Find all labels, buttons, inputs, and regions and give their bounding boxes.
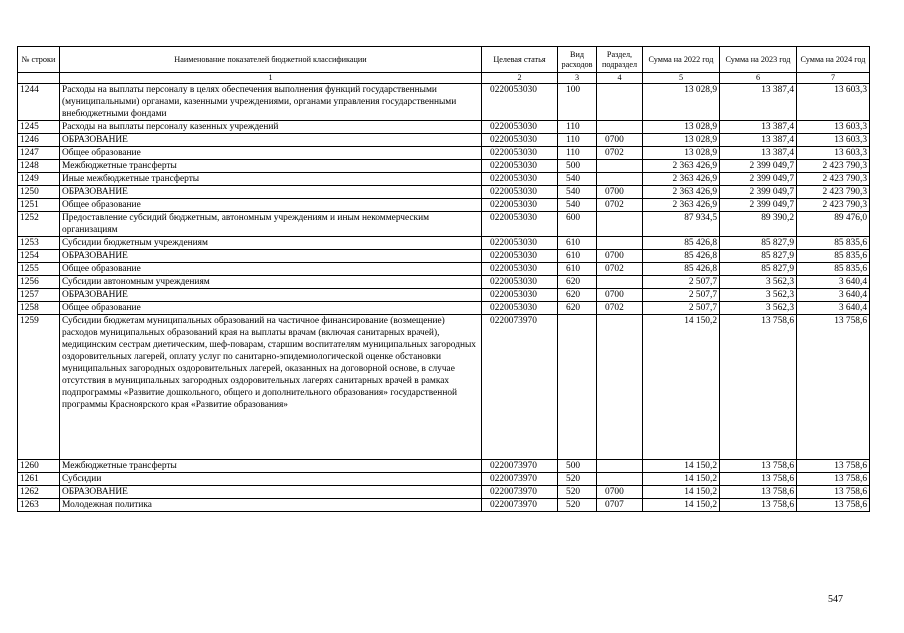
section-code xyxy=(597,315,643,460)
row-number: 1246 xyxy=(18,134,60,147)
sum-2022: 13 028,9 xyxy=(643,84,720,121)
column-number: 3 xyxy=(558,73,597,84)
sum-2024: 13 758,6 xyxy=(797,473,870,486)
table-row xyxy=(18,147,870,160)
header-sum-2024: Сумма на 2024 год xyxy=(797,47,870,73)
section-code: 0700 xyxy=(597,486,643,499)
sum-2023: 3 562,3 xyxy=(720,276,797,289)
sum-2022: 14 150,2 xyxy=(643,499,720,512)
row-number: 1245 xyxy=(18,121,60,134)
sum-2023: 13 758,6 xyxy=(720,315,797,460)
expense-type: 620 xyxy=(558,302,597,315)
table-row xyxy=(18,250,870,263)
expense-type: 540 xyxy=(558,173,597,186)
sum-2022: 2 363 426,9 xyxy=(643,173,720,186)
target-article: 0220053030 xyxy=(482,186,558,199)
sum-2022: 14 150,2 xyxy=(643,315,720,460)
target-article: 0220053030 xyxy=(482,84,558,121)
sum-2024: 13 603,3 xyxy=(797,121,870,134)
sum-2024: 85 835,6 xyxy=(797,263,870,276)
section-code xyxy=(597,212,643,237)
sum-2022: 87 934,5 xyxy=(643,212,720,237)
expense-type: 610 xyxy=(558,250,597,263)
table-row xyxy=(18,302,870,315)
sum-2024: 13 603,3 xyxy=(797,147,870,160)
section-code: 0702 xyxy=(597,263,643,276)
table-row xyxy=(18,486,870,499)
sum-2024: 2 423 790,3 xyxy=(797,160,870,173)
header-section: Раздел, подраздел xyxy=(597,47,643,73)
row-number: 1259 xyxy=(18,315,60,460)
sum-2024: 13 758,6 xyxy=(797,499,870,512)
table-row xyxy=(18,212,870,237)
section-code xyxy=(597,84,643,121)
sum-2024: 13 758,6 xyxy=(797,315,870,460)
sum-2023: 13 758,6 xyxy=(720,486,797,499)
sum-2024: 3 640,4 xyxy=(797,276,870,289)
sum-2022: 2 363 426,9 xyxy=(643,186,720,199)
indicator-name: Межбюджетные трансферты xyxy=(60,160,482,173)
sum-2023: 85 827,9 xyxy=(720,237,797,250)
indicator-name: Общее образование xyxy=(60,263,482,276)
expense-type: 500 xyxy=(558,460,597,473)
row-number: 1260 xyxy=(18,460,60,473)
table-row xyxy=(18,186,870,199)
sum-2022: 13 028,9 xyxy=(643,121,720,134)
table-row xyxy=(18,460,870,473)
expense-type: 520 xyxy=(558,486,597,499)
section-code xyxy=(597,276,643,289)
column-number: 7 xyxy=(797,73,870,84)
table-row xyxy=(18,315,870,460)
column-number xyxy=(18,73,60,84)
sum-2023: 13 758,6 xyxy=(720,473,797,486)
sum-2022: 85 426,8 xyxy=(643,237,720,250)
expense-type: 610 xyxy=(558,237,597,250)
sum-2022: 13 028,9 xyxy=(643,147,720,160)
target-article: 0220053030 xyxy=(482,212,558,237)
indicator-name: ОБРАЗОВАНИЕ xyxy=(60,250,482,263)
indicator-name: Предоставление субсидий бюджетным, автономным учреждениям и иным некоммерческим организациям xyxy=(60,212,482,237)
section-code: 0700 xyxy=(597,289,643,302)
column-number: 2 xyxy=(482,73,558,84)
indicator-name: Субсидии бюджетным учреждениям xyxy=(60,237,482,250)
sum-2022: 2 507,7 xyxy=(643,302,720,315)
column-number: 5 xyxy=(643,73,720,84)
row-number: 1258 xyxy=(18,302,60,315)
table-row xyxy=(18,134,870,147)
sum-2024: 85 835,6 xyxy=(797,237,870,250)
expense-type: 600 xyxy=(558,212,597,237)
sum-2024: 85 835,6 xyxy=(797,250,870,263)
indicator-name: Субсидии xyxy=(60,473,482,486)
indicator-name: Субсидии бюджетам муниципальных образований на частичное финансирование (возмещение) расходов муниципальных образований края на выплаты врачам (включая санитарных врачей), медицинским сестрам диетическим, шеф-поварам, старшим воспитателям муниципальных загородных оздоровительных лагерей, оплату услуг по санитарно-эпидемиологической оценке обстановки муниципальных загородных оздоровительных лагерей, оказанных на договорной основе, в случае отсутствия в муниципальных загородных оздоровительных лагерях санитарных врачей в рамках подпрограммы «Развитие дошкольного, общего и дополнительного образования» государственной программы Красноярского края «Развитие образования» xyxy=(60,315,482,460)
sum-2023: 89 390,2 xyxy=(720,212,797,237)
expense-type xyxy=(558,315,597,460)
target-article: 0220073970 xyxy=(482,460,558,473)
section-code: 0700 xyxy=(597,186,643,199)
sum-2023: 3 562,3 xyxy=(720,289,797,302)
row-number: 1250 xyxy=(18,186,60,199)
table-row xyxy=(18,276,870,289)
table-row xyxy=(18,199,870,212)
table-row xyxy=(18,237,870,250)
indicator-name: ОБРАЗОВАНИЕ xyxy=(60,486,482,499)
indicator-name: Межбюджетные трансферты xyxy=(60,460,482,473)
section-code xyxy=(597,121,643,134)
sum-2023: 2 399 049,7 xyxy=(720,199,797,212)
section-code xyxy=(597,173,643,186)
column-number-row xyxy=(18,73,870,84)
expense-type: 110 xyxy=(558,121,597,134)
expense-type: 500 xyxy=(558,160,597,173)
indicator-name: Иные межбюджетные трансферты xyxy=(60,173,482,186)
indicator-name: Молодежная политика xyxy=(60,499,482,512)
section-code: 0700 xyxy=(597,250,643,263)
sum-2023: 2 399 049,7 xyxy=(720,160,797,173)
sum-2023: 13 758,6 xyxy=(720,499,797,512)
table-row xyxy=(18,263,870,276)
expense-type: 100 xyxy=(558,84,597,121)
section-code xyxy=(597,460,643,473)
indicator-name: ОБРАЗОВАНИЕ xyxy=(60,289,482,302)
sum-2022: 2 363 426,9 xyxy=(643,199,720,212)
sum-2024: 89 476,0 xyxy=(797,212,870,237)
table-row xyxy=(18,473,870,486)
header-row-number: № строки xyxy=(18,47,60,73)
target-article: 0220053030 xyxy=(482,263,558,276)
row-number: 1254 xyxy=(18,250,60,263)
sum-2024: 3 640,4 xyxy=(797,302,870,315)
sum-2023: 13 387,4 xyxy=(720,121,797,134)
sum-2023: 13 758,6 xyxy=(720,460,797,473)
header-sum-2022: Сумма на 2022 год xyxy=(643,47,720,73)
section-code: 0702 xyxy=(597,302,643,315)
target-article: 0220053030 xyxy=(482,147,558,160)
expense-type: 520 xyxy=(558,473,597,486)
sum-2023: 2 399 049,7 xyxy=(720,186,797,199)
section-code xyxy=(597,160,643,173)
target-article: 0220053030 xyxy=(482,173,558,186)
expense-type: 540 xyxy=(558,186,597,199)
sum-2022: 85 426,8 xyxy=(643,250,720,263)
header-sum-2023: Сумма на 2023 год xyxy=(720,47,797,73)
target-article: 0220053030 xyxy=(482,160,558,173)
sum-2022: 14 150,2 xyxy=(643,486,720,499)
sum-2022: 14 150,2 xyxy=(643,460,720,473)
target-article: 0220053030 xyxy=(482,237,558,250)
table-row xyxy=(18,160,870,173)
indicator-name: ОБРАЗОВАНИЕ xyxy=(60,134,482,147)
table-row xyxy=(18,289,870,302)
row-number: 1251 xyxy=(18,199,60,212)
indicator-name: ОБРАЗОВАНИЕ xyxy=(60,186,482,199)
budget-table xyxy=(17,46,870,512)
sum-2022: 2 507,7 xyxy=(643,276,720,289)
sum-2023: 85 827,9 xyxy=(720,263,797,276)
target-article: 0220073970 xyxy=(482,499,558,512)
expense-type: 110 xyxy=(558,147,597,160)
sum-2024: 3 640,4 xyxy=(797,289,870,302)
indicator-name: Общее образование xyxy=(60,147,482,160)
row-number: 1252 xyxy=(18,212,60,237)
sum-2024: 13 603,3 xyxy=(797,134,870,147)
expense-type: 540 xyxy=(558,199,597,212)
table-body xyxy=(18,84,870,512)
row-number: 1249 xyxy=(18,173,60,186)
row-number: 1248 xyxy=(18,160,60,173)
expense-type: 520 xyxy=(558,499,597,512)
row-number: 1255 xyxy=(18,263,60,276)
sum-2022: 2 507,7 xyxy=(643,289,720,302)
section-code: 0707 xyxy=(597,499,643,512)
sum-2022: 2 363 426,9 xyxy=(643,160,720,173)
sum-2023: 13 387,4 xyxy=(720,147,797,160)
target-article: 0220053030 xyxy=(482,134,558,147)
row-number: 1257 xyxy=(18,289,60,302)
sum-2024: 13 603,3 xyxy=(797,84,870,121)
indicator-name: Субсидии автономным учреждениям xyxy=(60,276,482,289)
sum-2022: 13 028,9 xyxy=(643,134,720,147)
sum-2024: 13 758,6 xyxy=(797,486,870,499)
header-indicator-name: Наименование показателей бюджетной классификации xyxy=(60,47,482,73)
row-number: 1256 xyxy=(18,276,60,289)
sum-2022: 14 150,2 xyxy=(643,473,720,486)
row-number: 1261 xyxy=(18,473,60,486)
target-article: 0220073970 xyxy=(482,315,558,460)
header-target-article: Целевая статья xyxy=(482,47,558,73)
header-row xyxy=(18,47,870,73)
target-article: 0220053030 xyxy=(482,302,558,315)
expense-type: 620 xyxy=(558,289,597,302)
indicator-name: Расходы на выплаты персоналу в целях обеспечения выполнения функций государственными (муниципальными) органами, казенными учреждениями, органами управления государственными внебюджетными фондами xyxy=(60,84,482,121)
target-article: 0220073970 xyxy=(482,486,558,499)
row-number: 1244 xyxy=(18,84,60,121)
expense-type: 110 xyxy=(558,134,597,147)
indicator-name: Общее образование xyxy=(60,302,482,315)
indicator-name: Расходы на выплаты персоналу казенных учреждений xyxy=(60,121,482,134)
row-number: 1253 xyxy=(18,237,60,250)
target-article: 0220053030 xyxy=(482,250,558,263)
indicator-name: Общее образование xyxy=(60,199,482,212)
table-row xyxy=(18,121,870,134)
expense-type: 610 xyxy=(558,263,597,276)
table-row xyxy=(18,84,870,121)
target-article: 0220073970 xyxy=(482,473,558,486)
table-row xyxy=(18,499,870,512)
section-code: 0702 xyxy=(597,147,643,160)
section-code: 0702 xyxy=(597,199,643,212)
target-article: 0220053030 xyxy=(482,121,558,134)
sum-2024: 2 423 790,3 xyxy=(797,199,870,212)
header-expense-type: Вид расходов xyxy=(558,47,597,73)
sum-2024: 2 423 790,3 xyxy=(797,186,870,199)
sum-2024: 2 423 790,3 xyxy=(797,173,870,186)
column-number: 1 xyxy=(60,73,482,84)
sum-2023: 3 562,3 xyxy=(720,302,797,315)
row-number: 1247 xyxy=(18,147,60,160)
sum-2024: 13 758,6 xyxy=(797,460,870,473)
section-code xyxy=(597,473,643,486)
table-row xyxy=(18,173,870,186)
page-number: 547 xyxy=(828,594,843,605)
column-number: 6 xyxy=(720,73,797,84)
section-code xyxy=(597,237,643,250)
target-article: 0220053030 xyxy=(482,289,558,302)
section-code: 0700 xyxy=(597,134,643,147)
target-article: 0220053030 xyxy=(482,199,558,212)
column-number: 4 xyxy=(597,73,643,84)
sum-2022: 85 426,8 xyxy=(643,263,720,276)
row-number: 1262 xyxy=(18,486,60,499)
expense-type: 620 xyxy=(558,276,597,289)
sum-2023: 13 387,4 xyxy=(720,84,797,121)
sum-2023: 13 387,4 xyxy=(720,134,797,147)
sum-2023: 2 399 049,7 xyxy=(720,173,797,186)
target-article: 0220053030 xyxy=(482,276,558,289)
sum-2023: 85 827,9 xyxy=(720,250,797,263)
row-number: 1263 xyxy=(18,499,60,512)
